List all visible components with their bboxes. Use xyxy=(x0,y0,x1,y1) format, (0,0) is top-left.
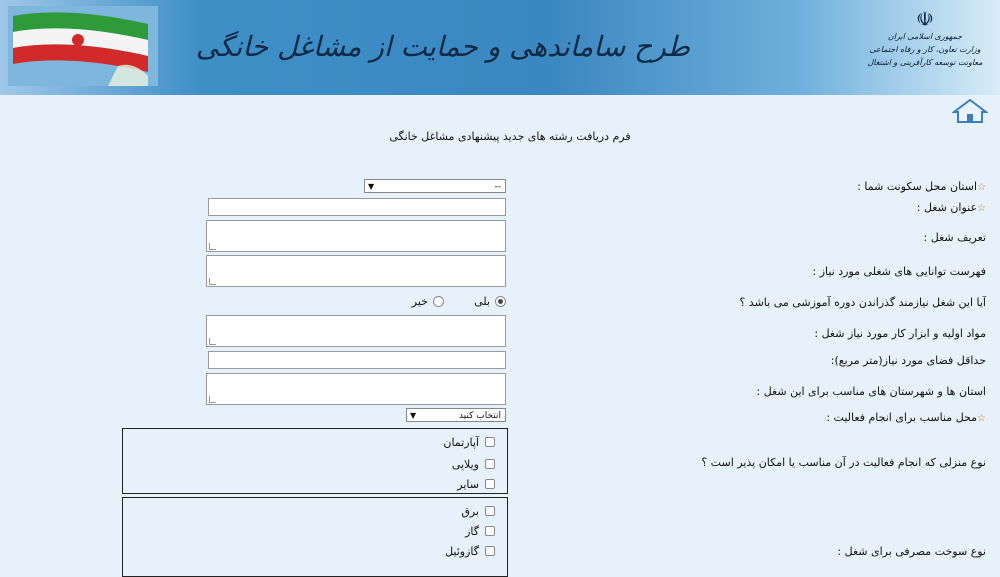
required-star-icon: ☆ xyxy=(977,203,986,214)
checkbox[interactable] xyxy=(485,459,495,469)
resize-grip-icon[interactable] xyxy=(209,338,216,345)
province-select[interactable]: ▼ -- xyxy=(364,179,506,193)
checkbox[interactable] xyxy=(485,546,495,556)
skills-label: فهرست توانایی های شغلی مورد نیاز : xyxy=(812,265,986,278)
checkbox[interactable] xyxy=(485,437,495,447)
checkbox[interactable] xyxy=(485,506,495,516)
emblem-line-1: جمهوری اسلامی ایران xyxy=(887,32,963,41)
emblem-line-3: معاونت توسعه کارآفرینی و اشتغال xyxy=(867,58,983,67)
job-definition-label: تعریف شغل : xyxy=(923,231,986,244)
training-no-label: خیر xyxy=(411,295,428,308)
ministry-emblem xyxy=(860,8,990,88)
house-type-box xyxy=(122,428,508,494)
materials-textarea[interactable] xyxy=(206,315,506,347)
training-yes-label: بلی xyxy=(474,295,490,308)
skills-textarea[interactable] xyxy=(206,255,506,287)
training-label: آیا این شغل نیازمند گذراندن دوره آموزشی می باشد ؟ xyxy=(739,296,986,309)
house-type-option-other[interactable]: سایر xyxy=(457,477,495,491)
province-label: ☆استان محل سکونت شما : xyxy=(857,180,986,193)
emblem-icon: ☫ xyxy=(916,7,934,31)
job-title-label: ☆عنوان شغل : xyxy=(916,201,986,214)
fuel-type-option-electricity[interactable]: برق xyxy=(461,504,495,518)
fuel-type-box xyxy=(122,497,508,577)
materials-label: مواد اولیه و ابزار کار مورد نیاز شغل : xyxy=(814,327,986,340)
training-yes-radio[interactable] xyxy=(495,296,506,307)
resize-grip-icon[interactable] xyxy=(209,396,216,403)
emblem-line-2: وزارت تعاون، کار و رفاه اجتماعی xyxy=(869,45,981,54)
house-type-label: نوع منزلی که انجام فعالیت در آن مناسب یا امکان پذیر است ؟ xyxy=(701,456,986,469)
checkbox[interactable] xyxy=(485,526,495,536)
iran-flag-icon xyxy=(8,6,158,86)
home-icon[interactable] xyxy=(952,98,988,124)
min-space-input[interactable] xyxy=(208,351,506,369)
required-star-icon: ☆ xyxy=(977,413,986,424)
fuel-type-option-gas[interactable]: گاز xyxy=(465,524,495,538)
job-definition-textarea[interactable] xyxy=(206,220,506,252)
house-type-option-villa[interactable]: ویلایی xyxy=(452,457,495,471)
form-title: فرم دریافت رشته های جدید پیشنهادی مشاغل خانگی xyxy=(389,130,631,143)
job-title-input[interactable] xyxy=(208,198,506,216)
checkbox[interactable] xyxy=(485,479,495,489)
activity-place-select[interactable]: ▼ انتخاب کنید xyxy=(406,408,506,422)
activity-place-label: ☆محل مناسب برای انجام فعالیت : xyxy=(826,411,986,424)
resize-grip-icon[interactable] xyxy=(209,278,216,285)
suitable-regions-label: استان ها و شهرستان های مناسب برای این شغل : xyxy=(756,385,986,398)
fuel-type-label: نوع سوخت مصرفی برای شغل : xyxy=(837,545,986,558)
dropdown-arrow-icon: ▼ xyxy=(410,411,417,420)
min-space-label: حداقل فضای مورد نیاز(متر مربع): xyxy=(830,354,986,367)
resize-grip-icon[interactable] xyxy=(209,243,216,250)
house-type-option-apartment[interactable]: آپارتمان xyxy=(443,435,495,449)
header-banner xyxy=(0,0,1000,95)
training-no-radio[interactable] xyxy=(433,296,444,307)
suitable-regions-textarea[interactable] xyxy=(206,373,506,405)
fuel-type-option-gasoil[interactable]: گازوئیل xyxy=(445,544,495,558)
training-radio-group xyxy=(400,294,506,310)
dropdown-arrow-icon: ▼ xyxy=(368,182,375,191)
required-star-icon: ☆ xyxy=(977,182,986,193)
banner-title: طرح ساماندهی و حمایت از مشاغل خانگی xyxy=(195,30,690,63)
